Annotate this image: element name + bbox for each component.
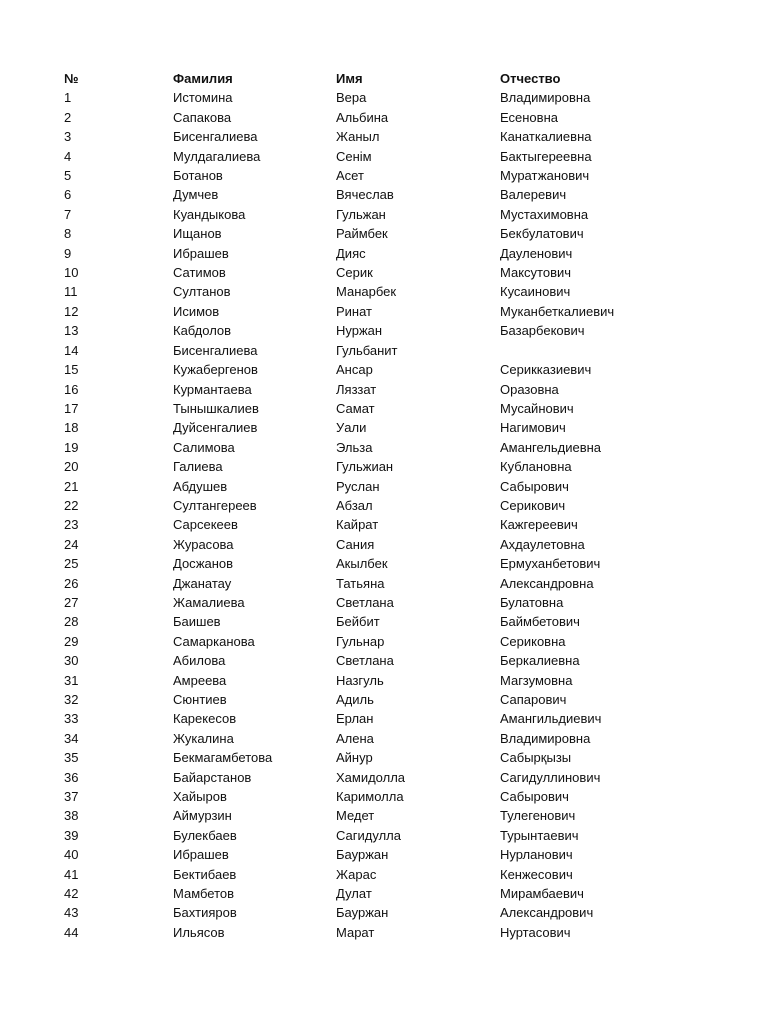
cell-first-name: Манарбек	[336, 284, 397, 300]
cell-first-name: Сания	[336, 536, 375, 552]
cell-last-name: Журасова	[173, 536, 234, 552]
table-row	[64, 768, 684, 787]
cell-number: 20	[64, 459, 79, 475]
cell-first-name: Дияс	[336, 245, 366, 261]
table-row	[64, 380, 684, 399]
cell-number: 2	[64, 109, 72, 125]
cell-patronymic: Сабырқызы	[500, 750, 572, 766]
cell-number: 31	[64, 672, 79, 688]
cell-last-name: Мулдагалиева	[173, 148, 261, 164]
header-last-name: Фамилия	[173, 71, 233, 86]
cell-last-name: Ибрашев	[173, 847, 229, 863]
cell-number: 6	[64, 187, 72, 203]
cell-last-name: Абилова	[173, 653, 226, 669]
cell-first-name: Гульжиан	[336, 459, 394, 475]
cell-last-name: Исимов	[173, 303, 220, 319]
cell-patronymic: Булатовна	[500, 594, 564, 610]
cell-number: 12	[64, 303, 79, 319]
cell-number: 35	[64, 750, 79, 766]
cell-last-name: Жамалиева	[173, 594, 245, 610]
cell-number: 32	[64, 692, 79, 707]
cell-last-name: Ищанов	[173, 226, 222, 242]
cell-first-name: Вячеслав	[336, 187, 394, 203]
cell-number: 34	[64, 730, 79, 746]
cell-first-name: Гульжан	[336, 206, 386, 222]
table-row	[64, 671, 684, 690]
table-row	[64, 787, 684, 806]
table-body	[64, 88, 684, 942]
header-patronymic: Отчество	[500, 71, 561, 86]
cell-last-name: Ибрашев	[173, 245, 229, 261]
cell-first-name: Абзал	[336, 497, 373, 513]
cell-patronymic: Нуртасович	[500, 924, 571, 940]
cell-first-name: Алена	[336, 730, 374, 746]
cell-last-name: Джанатау	[173, 575, 232, 591]
table-row	[64, 535, 684, 554]
cell-last-name: Булекбаев	[173, 827, 237, 843]
cell-number: 44	[64, 924, 79, 940]
table-row	[64, 88, 684, 107]
cell-last-name: Истомина	[173, 90, 233, 106]
cell-patronymic: Мусайнович	[500, 400, 574, 416]
cell-first-name: Назгуль	[336, 672, 384, 688]
cell-last-name: Курмантаева	[173, 381, 252, 397]
cell-number: 25	[64, 556, 79, 572]
cell-number: 36	[64, 769, 79, 785]
table-row	[64, 147, 684, 166]
cell-first-name: Марат	[336, 924, 375, 940]
cell-patronymic: Кенжесович	[500, 866, 573, 882]
cell-last-name: Сатимов	[173, 265, 226, 281]
table-row	[64, 651, 684, 670]
cell-number: 41	[64, 866, 79, 882]
table-row	[64, 399, 684, 418]
cell-last-name: Ботанов	[173, 168, 223, 184]
cell-number: 38	[64, 808, 79, 824]
cell-last-name: Султангереев	[173, 497, 257, 513]
cell-last-name: Тынышкалиев	[173, 400, 259, 416]
cell-patronymic: Муратжанович	[500, 168, 590, 184]
cell-last-name: Бекмагамбетова	[173, 750, 273, 766]
cell-first-name: Бауржан	[336, 847, 389, 863]
cell-last-name: Байарстанов	[173, 769, 252, 785]
table-row	[64, 593, 684, 612]
table-row	[64, 845, 684, 864]
cell-patronymic: Дауленович	[500, 245, 573, 261]
cell-patronymic: Кажгереевич	[500, 517, 578, 533]
cell-first-name: Айнур	[336, 750, 373, 766]
cell-first-name: Самат	[336, 400, 375, 416]
cell-first-name: Гульбанит	[336, 342, 398, 358]
cell-first-name: Ляззат	[336, 381, 377, 397]
cell-last-name: Досжанов	[173, 556, 234, 572]
cell-number: 9	[64, 245, 72, 261]
cell-number: 28	[64, 614, 79, 630]
cell-first-name: Раймбек	[336, 226, 388, 242]
cell-patronymic: Амангельдиевна	[500, 439, 602, 455]
table-row	[64, 554, 684, 573]
table-row	[64, 321, 684, 340]
cell-number: 33	[64, 711, 79, 727]
cell-first-name: Светлана	[336, 594, 394, 610]
table-row	[64, 263, 684, 282]
cell-number: 24	[64, 536, 79, 552]
cell-last-name: Абдушев	[173, 478, 228, 494]
cell-number: 19	[64, 439, 79, 455]
cell-patronymic: Серикказиевич	[500, 362, 592, 378]
cell-last-name: Сарсекеев	[173, 517, 238, 533]
cell-first-name: Адиль	[336, 692, 374, 707]
table-row	[64, 496, 684, 515]
cell-first-name: Дулат	[336, 886, 372, 902]
cell-last-name: Сапакова	[173, 109, 232, 125]
cell-number: 4	[64, 148, 72, 164]
cell-patronymic: Турынтаевич	[500, 827, 579, 843]
cell-number: 3	[64, 129, 72, 145]
cell-first-name: Сагидулла	[336, 827, 401, 843]
cell-last-name: Жукалина	[173, 730, 234, 746]
cell-number: 8	[64, 226, 72, 242]
cell-number: 43	[64, 905, 79, 921]
table-row	[64, 632, 684, 651]
table-row	[64, 923, 684, 942]
cell-last-name: Мамбетов	[173, 886, 235, 902]
cell-number: 21	[64, 478, 79, 494]
cell-patronymic: Мустахимовна	[500, 206, 589, 222]
cell-patronymic: Ермуханбетович	[500, 556, 601, 572]
cell-first-name: Бауржан	[336, 905, 389, 921]
table-row	[64, 244, 684, 263]
table-row	[64, 166, 684, 185]
cell-patronymic: Мирамбаевич	[500, 886, 584, 902]
table-row	[64, 127, 684, 146]
cell-first-name: Вера	[336, 90, 367, 106]
cell-first-name: Жаныл	[336, 129, 380, 145]
cell-first-name: Сенім	[336, 148, 372, 164]
cell-patronymic: Кублановна	[500, 459, 572, 475]
cell-patronymic: Сериковна	[500, 633, 566, 649]
cell-last-name: Самарканова	[173, 633, 255, 649]
cell-number: 14	[64, 342, 79, 358]
cell-number: 30	[64, 653, 79, 669]
table-row	[64, 418, 684, 437]
cell-last-name: Бахтияров	[173, 905, 237, 921]
cell-patronymic: Базарбекович	[500, 323, 585, 339]
table-row	[64, 903, 684, 922]
table-row	[64, 185, 684, 204]
cell-last-name: Салимова	[173, 439, 235, 455]
cell-patronymic: Сапарович	[500, 692, 567, 707]
table-row	[64, 457, 684, 476]
cell-patronymic: Есеновна	[500, 109, 558, 125]
cell-last-name: Кужабергенов	[173, 362, 258, 378]
cell-patronymic: Амангильдиевич	[500, 711, 602, 727]
cell-last-name: Баишев	[173, 614, 221, 630]
cell-number: 5	[64, 168, 72, 184]
table-row	[64, 612, 684, 631]
cell-patronymic: Кусаинович	[500, 284, 571, 300]
table-row	[64, 729, 684, 748]
cell-patronymic: Александровна	[500, 575, 594, 591]
cell-first-name: Гульнар	[336, 633, 385, 649]
cell-patronymic: Александрович	[500, 905, 594, 921]
cell-patronymic: Ахдаулетовна	[500, 536, 585, 552]
cell-patronymic: Нагимович	[500, 420, 566, 436]
table-row	[64, 302, 684, 321]
cell-patronymic: Муканбеткалиевич	[500, 303, 615, 319]
cell-patronymic: Бактыгереевна	[500, 148, 592, 164]
cell-last-name: Бисенгалиева	[173, 342, 258, 358]
table-row	[64, 477, 684, 496]
cell-number: 1	[64, 90, 72, 106]
cell-patronymic: Оразовна	[500, 381, 559, 397]
cell-last-name: Ильясов	[173, 924, 225, 940]
cell-number: 17	[64, 400, 79, 416]
cell-number: 15	[64, 362, 79, 378]
cell-last-name: Бектибаев	[173, 866, 237, 882]
table-row	[64, 205, 684, 224]
cell-patronymic: Баймбетович	[500, 614, 580, 630]
header-number: №	[64, 71, 79, 86]
cell-number: 16	[64, 381, 79, 397]
cell-first-name: Акылбек	[336, 556, 388, 572]
cell-last-name: Хайыров	[173, 789, 227, 805]
cell-last-name: Султанов	[173, 284, 231, 300]
cell-first-name: Татьяна	[336, 575, 385, 591]
cell-number: 18	[64, 420, 79, 436]
cell-first-name: Асет	[336, 168, 364, 184]
cell-last-name: Сюнтиев	[173, 692, 227, 707]
table-row	[64, 865, 684, 884]
cell-first-name: Кайрат	[336, 517, 379, 533]
cell-last-name: Бисенгалиева	[173, 129, 258, 145]
table-row	[64, 282, 684, 301]
cell-patronymic: Канаткалиевна	[500, 129, 592, 145]
cell-number: 13	[64, 323, 79, 339]
cell-last-name: Куандыкова	[173, 206, 246, 222]
table-row	[64, 515, 684, 534]
cell-first-name: Жарас	[336, 866, 377, 882]
cell-first-name: Медет	[336, 808, 375, 824]
cell-patronymic	[500, 341, 684, 360]
cell-patronymic: Беркалиевна	[500, 653, 580, 669]
table-row	[64, 438, 684, 457]
table-row	[64, 748, 684, 767]
cell-number: 40	[64, 847, 79, 863]
cell-first-name: Серик	[336, 265, 373, 281]
cell-first-name: Бейбит	[336, 614, 380, 630]
table-row	[64, 826, 684, 845]
cell-patronymic: Валеревич	[500, 187, 567, 203]
cell-first-name: Руслан	[336, 478, 380, 494]
cell-first-name: Светлана	[336, 653, 394, 669]
cell-patronymic: Владимировна	[500, 730, 591, 746]
cell-last-name: Аймурзин	[173, 808, 232, 824]
table-row	[64, 360, 684, 379]
cell-number: 22	[64, 497, 79, 513]
cell-patronymic: Тулегенович	[500, 808, 576, 824]
cell-first-name: Нуржан	[336, 323, 383, 339]
cell-first-name: Ерлан	[336, 711, 374, 727]
cell-last-name: Кабдолов	[173, 323, 232, 339]
table-row	[64, 108, 684, 127]
table-row	[64, 806, 684, 825]
cell-number: 39	[64, 827, 79, 843]
cell-last-name: Думчев	[173, 187, 219, 203]
cell-patronymic: Сабырович	[500, 789, 569, 805]
cell-patronymic: Нурланович	[500, 847, 573, 863]
table-row	[64, 224, 684, 243]
cell-number: 42	[64, 886, 79, 902]
cell-number: 26	[64, 575, 79, 591]
table-row	[64, 709, 684, 728]
cell-first-name: Ринат	[336, 303, 373, 319]
cell-number: 23	[64, 517, 79, 533]
names-table	[64, 69, 684, 942]
cell-patronymic: Сабырович	[500, 478, 569, 494]
cell-patronymic: Серикович	[500, 497, 566, 513]
cell-first-name: Альбина	[336, 109, 389, 125]
cell-last-name: Галиева	[173, 459, 223, 475]
cell-patronymic: Магзумовна	[500, 672, 573, 688]
cell-first-name: Ансар	[336, 362, 373, 378]
cell-number: 10	[64, 265, 79, 281]
table-row	[64, 341, 684, 360]
cell-number: 29	[64, 633, 79, 649]
cell-last-name: Дуйсенгалиев	[173, 420, 258, 436]
cell-number: 27	[64, 594, 79, 610]
cell-first-name: Эльза	[336, 439, 373, 455]
header-first-name: Имя	[336, 71, 363, 86]
cell-number: 37	[64, 789, 79, 805]
cell-patronymic: Максутович	[500, 265, 572, 281]
cell-first-name: Хамидолла	[336, 769, 406, 785]
cell-last-name: Карекесов	[173, 711, 237, 727]
cell-last-name: Амреева	[173, 672, 227, 688]
cell-patronymic: Бекбулатович	[500, 226, 584, 242]
table-row	[64, 884, 684, 903]
cell-patronymic: Сагидуллинович	[500, 769, 601, 785]
table-row	[64, 690, 684, 709]
cell-patronymic: Владимировна	[500, 90, 591, 106]
cell-number: 7	[64, 206, 72, 222]
cell-number: 11	[64, 284, 78, 300]
cell-first-name: Уали	[336, 420, 367, 436]
table-row	[64, 574, 684, 593]
header-row	[64, 69, 684, 88]
cell-first-name: Каримолла	[336, 789, 404, 805]
